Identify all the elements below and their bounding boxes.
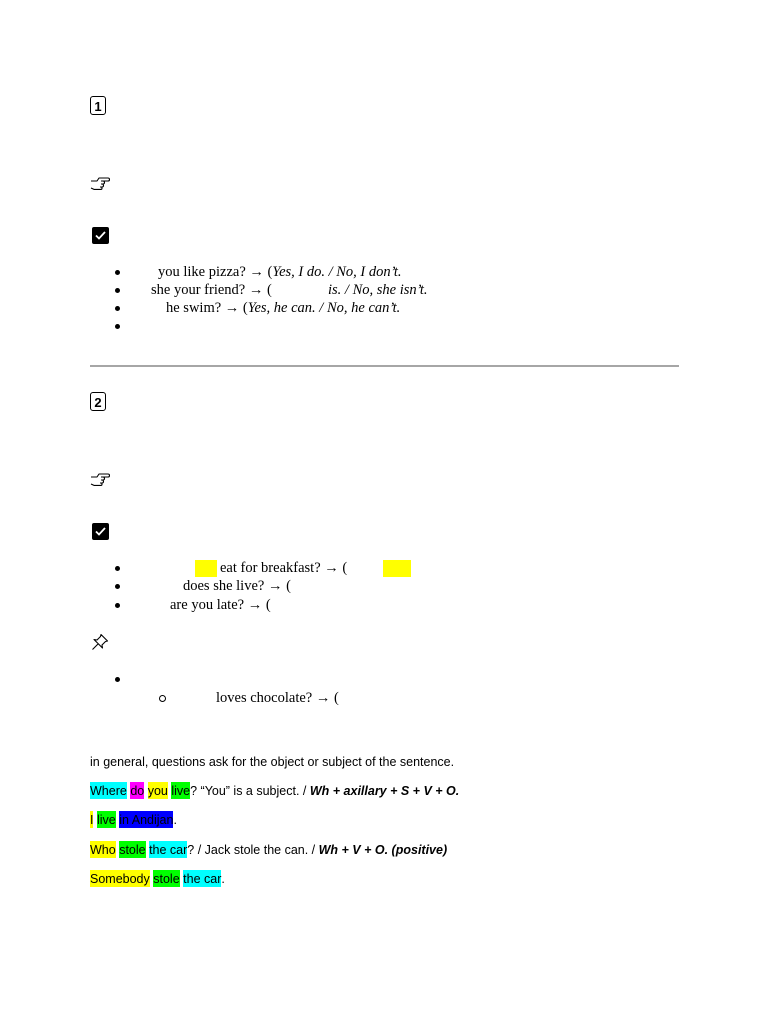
section-number-2: 2 [90, 392, 106, 411]
bullet [115, 324, 120, 329]
list-item: eat for breakfast? → ( [220, 560, 348, 576]
section-divider [90, 365, 679, 367]
list-item: are you late? → ( [170, 597, 271, 613]
highlight-blank [195, 560, 217, 577]
checkbox-checked-icon [92, 227, 109, 244]
bullet [115, 677, 120, 682]
list-item-answer: is. / No, she isn’t. [328, 282, 428, 298]
bullet [115, 584, 120, 589]
section-number-1: 1 [90, 96, 106, 115]
list-sub-item: loves chocolate? → ( [216, 690, 339, 706]
list-item: he swim? → (Yes, he can. / No, he can’t. [166, 300, 401, 316]
bullet [115, 566, 120, 571]
highlight-blank [383, 560, 411, 577]
bullet [115, 603, 120, 608]
example-line: I live in Andijan. [90, 813, 177, 827]
pointing-hand-icon [90, 469, 110, 487]
example-line: Where do you live? “You” is a subject. / Wh + axillary + S + V + O. [90, 784, 460, 798]
bullet [115, 270, 120, 275]
bullet [115, 306, 120, 311]
notes-intro: in general, questions ask for the object or subject of the sentence. [90, 755, 455, 769]
sub-bullet [159, 695, 166, 702]
pointing-hand-icon [90, 173, 110, 191]
bullet [115, 288, 120, 293]
example-line: Who stole the car? / Jack stole the can. / Wh + V + O. (positive) [90, 843, 448, 857]
list-item: she your friend? → ( [151, 282, 272, 298]
list-item: you like pizza? → (Yes, I do. / No, I don’t. [158, 264, 402, 280]
list-item: does she live? → ( [183, 578, 291, 594]
pushpin-icon [91, 633, 109, 651]
example-line: Somebody stole the car. [90, 872, 225, 886]
checkbox-checked-icon [92, 523, 109, 540]
